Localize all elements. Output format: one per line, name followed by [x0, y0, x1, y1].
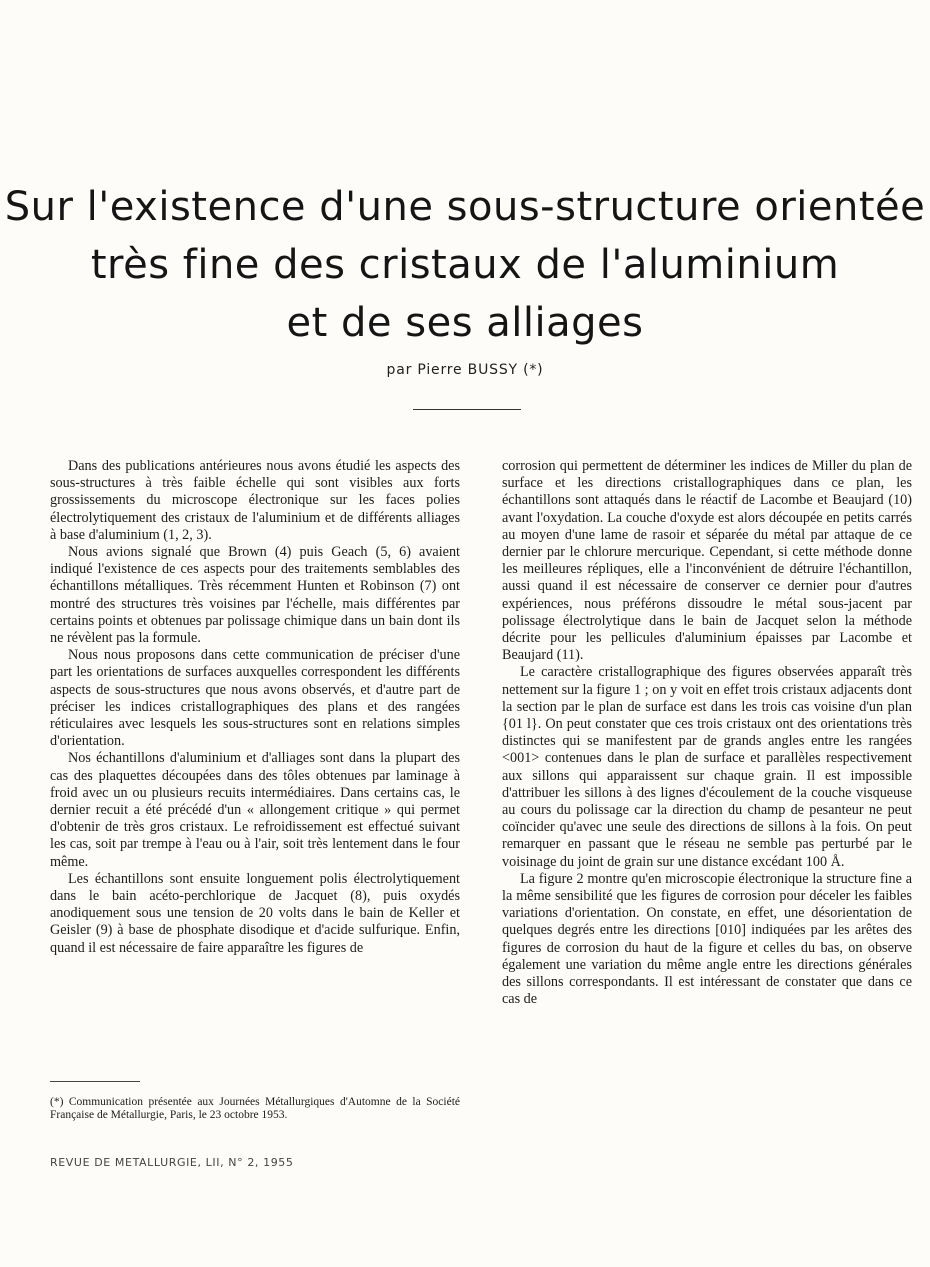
paragraph: Les échantillons sont ensuite longuement polis électrolytiquement dans le bain acéto-perchlorique de Jacquet (8), puis oxydés anodiquement sous une tension de 20 volts dans le bain de Keller et Geisler (9) à base de phosphate disodique et d'acide sulfurique. Enfin, quand il est nécessaire de faire apparaître les figures de — [50, 870, 460, 956]
title-line-2: très fine des cristaux de l'aluminium — [90, 242, 840, 288]
paragraph: Nous nous proposons dans cette communication de préciser d'une part les orientations de surfaces auxquelles correspondent les différents aspects de sous-structures que nous avons observés, et d'autre part de préciser les indices cristallographiques des plans et des rangées réticulaires avec lesquels les sous-structures sont en relations simples d'orientation. — [50, 647, 460, 750]
footnote: (*) Communication présentée aux Journées Métallurgiques d'Automne de la Société Française de Métallurgie, Paris, le 23 octobre 1953. — [50, 1096, 460, 1121]
paragraph: Nous avions signalé que Brown (4) puis Geach (5, 6) avaient indiqué l'existence de ces aspects pour des traitements semblables des échantillons métalliques. Très récemment Hunten et Robinson (7) ont montré des structures très voisines par l'échelle, mais différentes par certains points et obtenues par polissage chimique dans un bain dont ils ne révèlent pas la formule. — [50, 544, 460, 647]
paragraph: Le caractère cristallographique des figures observées apparaît très nettement sur la figure 1 ; on y voit en effet trois cristaux adjacents dont la section par le plan de surface est dans les trois cas voisine d'un plan {01 l}. On peut constater que ces trois cristaux ont des orientations très distinctes qui se manifestent par de grands angles entre les rangées <001> contenues dans le plan de surface et parallèles respectivement aux sillons qui apparaissent sur chaque grain. Il est impossible d'attribuer les sillons à des lignes d'écoulement de la couche visqueuse au cours du polissage car la direction du champ de pesanteur ne peut coïncider qu'avec une seule des directions de sillons à la fois. On peut remarquer en passant que le réseau ne semble pas perturbé par le voisinage du joint de grain sur une distance excédant 100 Å. — [502, 664, 912, 870]
footnote-divider — [50, 1081, 140, 1082]
right-column — [502, 458, 912, 1009]
journal-reference: REVUE DE METALLURGIE, LII, N° 2, 1955 — [50, 1156, 294, 1169]
title-divider — [413, 409, 521, 410]
paragraph: Nos échantillons d'aluminium et d'alliages sont dans la plupart des cas des plaquettes découpées dans des tôles obtenues par laminage à froid avec un ou plusieurs recuits intermédiaires. Dans certains cas, le dernier recuit a été précédé d'un « allongement critique » qui permet d'obtenir de très gros cristaux. Le refroidissement est effectué suivant les cas, soit par trempe à l'eau ou à l'air, soit très lentement dans le four même. — [50, 750, 460, 870]
title-line-1: Sur l'existence d'une sous-structure orientée — [4, 184, 926, 230]
author-byline: par Pierre BUSSY (*) — [386, 362, 544, 378]
left-column — [50, 458, 460, 957]
paragraph: La figure 2 montre qu'en microscopie électronique la structure fine a la même sensibilité que les figures de corrosion pour déceler les faibles variations d'orientation. On constate, en effet, une désorientation de quelques degrés entre les directions [010] indiquées par les arêtes des figures de corrosion du haut de la figure et celles du bas, on observe également une variation du même angle entre les directions générales des sillons correspondants. Il est intéressant de constater que dans ce cas de — [502, 870, 912, 1008]
title-line-3: et de ses alliages — [286, 300, 644, 346]
paragraph: Dans des publications antérieures nous avons étudié les aspects des sous-structures à très faible échelle qui sont visibles aux forts grossissements du microscope électronique sur les faces polies électrolytiquement des cristaux de l'aluminium et de différents alliages à base d'aluminium (1, 2, 3). — [50, 458, 460, 543]
article-title — [0, 178, 930, 352]
paragraph: corrosion qui permettent de déterminer les indices de Miller du plan de surface et les directions cristallographiques dans ce plan, les échantillons sont attaqués dans le réactif de Lacombe et Beaujard (10) avant l'oxydation. La couche d'oxyde est alors découpée en petits carrés au moyen d'une lame de rasoir et séparée du métal par attaque de ce dernier par le chlorure mercurique. Cependant, si cette méthode donne les meilleures répliques, elle a l'inconvénient de détruire l'échantillon, aussi quand il est nécessaire de conserver ce dernier pour d'autres expériences, nous préférons dissoudre le métal sous-jacent par polissage électrolytique dans le bain de Jacquet selon la méthode décrite pour les pellicules d'aluminium épaisses par Lacombe et Beaujard (11). — [502, 458, 912, 664]
